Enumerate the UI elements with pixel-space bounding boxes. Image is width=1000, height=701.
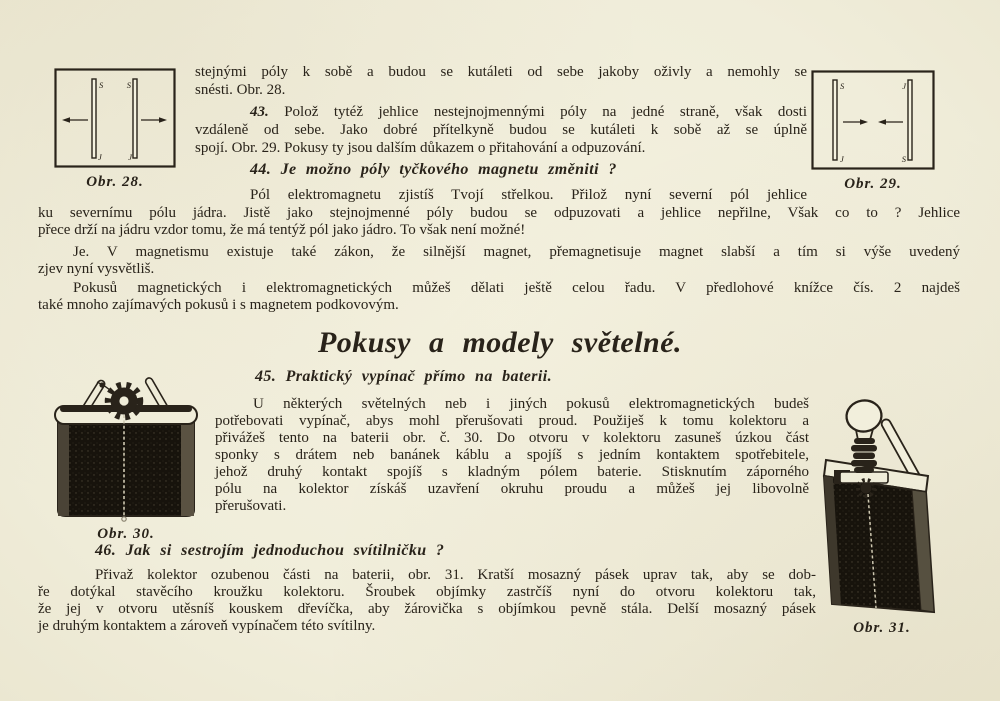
figure-caption: Obr. 31. bbox=[853, 620, 911, 636]
pole-label: S bbox=[99, 80, 104, 90]
text-line: Přivaž kolektor ozubenou části na baterii, obr. 31. Kratší mosazný pásek uprav tak, aby se dob- bbox=[95, 567, 816, 583]
battery-with-bulb-drawing bbox=[820, 396, 944, 620]
pole-label: S bbox=[126, 80, 131, 90]
text-line: stejnými póly k sobě a budou se kutáleti od sebe jakoby oživly a nemohly se bbox=[195, 64, 807, 80]
text-line: Pól elektromagnetu zjistíš Tvojí střelkou. Přilož nyní severní pól jehlice bbox=[250, 187, 807, 203]
section-heading-44: 44. Je možno póly tyčkového magnetu změniti ? bbox=[250, 161, 617, 178]
text-line: je druhým kontaktem a zároveň vypínačem této svítilny. bbox=[38, 618, 376, 634]
arrow-left-head bbox=[62, 117, 70, 123]
magnet-needle-right bbox=[133, 79, 137, 158]
figure-30 bbox=[50, 370, 202, 542]
screw-base-ring bbox=[851, 460, 877, 467]
figure-31 bbox=[820, 396, 944, 636]
text-line: že jej v otvoru utěsníš kouskem dřevíčka, aby žárovička s objímkou pevně stála. Delší mosazný pásek bbox=[38, 601, 816, 617]
arrow-left-head bbox=[860, 119, 868, 125]
wire-knot bbox=[99, 382, 104, 387]
text-line: ku severnímu pólu jádra. Jistě jako stejnojmenné póly budou se odpuzovati a jehlice nepřilne, Však co to ? Jehlice bbox=[38, 205, 960, 221]
screw-base-ring bbox=[851, 445, 877, 452]
text-line: zjev nyní vysvětliš. bbox=[38, 261, 155, 277]
figure-caption: Obr. 28. bbox=[86, 174, 144, 190]
text-line: U některých světelných neb i jiných pokusů elektromagnetických budeš bbox=[253, 396, 809, 412]
battery-edge-left bbox=[58, 420, 69, 516]
pole-label: J bbox=[98, 152, 102, 162]
pole-label: J bbox=[128, 152, 132, 162]
figure-28 bbox=[54, 68, 176, 190]
figure-caption: Obr. 29. bbox=[844, 176, 902, 192]
magnet-needle-right bbox=[908, 80, 912, 160]
magnets-attracting-drawing bbox=[811, 70, 935, 172]
figure-frame bbox=[56, 70, 175, 167]
text-line: potřebovati vypínač, abys mohl přerušovati proud. Použiješ k tomu kolektoru a bbox=[215, 413, 809, 429]
screw-base-ring bbox=[853, 453, 875, 460]
screw-base-ring bbox=[854, 438, 875, 444]
text-line: sponky s drátem neb banánek káblu a spojíš s jedním kontaktem spotřebitele, bbox=[215, 447, 809, 463]
text-line: přivážeš tento na baterii obr. č. 30. Do otvoru v kolektoru zasuneš úzkou část bbox=[215, 430, 809, 446]
section-heading-46: 46. Jak si sestrojím jednoduchou svítilničku ? bbox=[95, 542, 445, 559]
magnet-needle-left bbox=[92, 79, 96, 158]
light-bulb-glass bbox=[845, 398, 884, 434]
pole-label: J bbox=[840, 154, 844, 164]
arrow-right-head bbox=[878, 119, 886, 125]
pole-label: S bbox=[840, 81, 845, 91]
gear-hole bbox=[119, 396, 128, 405]
text-line: přerušovati. bbox=[215, 498, 287, 514]
text-span: Polož tytéž jehlice nestejnojmennými póly na jedné straně, však dosti bbox=[284, 104, 808, 120]
text-line: přece drží na jádru vzdor tomu, že má tentýž pól jako jádro. To však není možné! bbox=[38, 222, 526, 238]
magnet-needle-left bbox=[833, 80, 837, 160]
figure-frame bbox=[813, 72, 934, 169]
figure-29 bbox=[811, 70, 935, 192]
figure-caption: Obr. 30. bbox=[97, 526, 155, 542]
text-line: vzdáleně od sebe. Jako dobré přítelkyně budou se kutáleti k sobě až se úplně bbox=[195, 122, 807, 138]
arrow-right-head bbox=[159, 117, 167, 123]
battery-body bbox=[58, 420, 194, 516]
text-line bbox=[195, 104, 807, 121]
string-end-ring bbox=[122, 517, 126, 521]
text-line: Pokusů magnetických i elektromagnetických můžeš dělati ještě celou řadu. V předlohové knížce čís. 2 najdeš bbox=[73, 280, 960, 296]
pole-label: S bbox=[901, 154, 906, 164]
text-line: spojí. Obr. 29. Pokusy ty jsou dalším důkazem o přitahování a odpuzování. bbox=[195, 140, 646, 156]
text-line: ře dotýkal stavěcího kroužku kolektoru. Šroubek objímky zastrčíš nyní do otvoru kolektoru tak, bbox=[38, 584, 816, 600]
battery-with-collector-drawing bbox=[50, 370, 202, 525]
text-line: také mnoho zajímavých pokusů i s magnetem podkovovým. bbox=[38, 297, 399, 313]
text-line: snésti. Obr. 28. bbox=[195, 82, 286, 98]
battery-edge-right bbox=[181, 420, 194, 516]
magnets-repelling-drawing bbox=[54, 68, 176, 170]
experiment-number: 43. bbox=[250, 104, 269, 120]
text-line: pólu na kolektor získáš uzavření okruhu proudu a můžeš jej libovolně bbox=[215, 481, 809, 497]
pole-label: J bbox=[902, 81, 906, 91]
text-line: Je. V magnetismu existuje také zákon, že silnější magnet, přemagnetisuje magnet slabší a tím si výše uvedený bbox=[73, 244, 960, 260]
screw-base-ring bbox=[854, 467, 874, 473]
section-heading-45: 45. Praktický vypínač přímo na baterii. bbox=[255, 368, 553, 385]
text-line: jehož druhý kontakt spojíš s kladným pólem baterie. Stisknutím záporného bbox=[215, 464, 809, 480]
gear-center bbox=[861, 483, 872, 494]
page-title: Pokusy a modely světelné. bbox=[317, 326, 683, 359]
